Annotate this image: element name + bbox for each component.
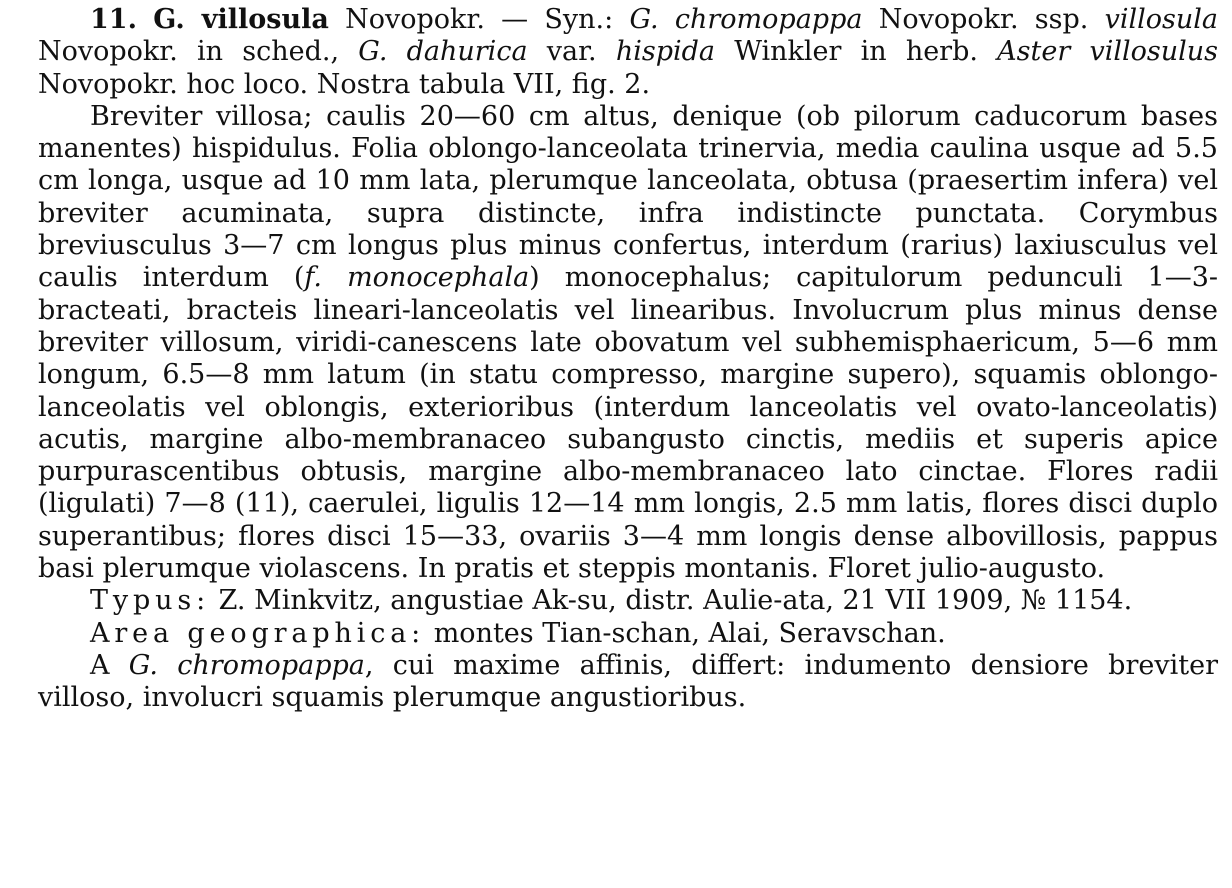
var-label: var. [527, 36, 616, 68]
synonym-3: Aster villosulus [997, 36, 1218, 68]
area-paragraph [38, 618, 1218, 650]
document-page [38, 4, 1218, 715]
species-header [38, 4, 1218, 101]
typus-label: Typus: [90, 585, 211, 617]
typus-text: Z. Minkvitz, angustiae Ak-su, distr. Aulie-ata, 21 VII 1909, № 1154. [210, 585, 1133, 617]
area-label: Area geographica: [90, 617, 426, 649]
synonym-2-variety: hispida [615, 36, 716, 68]
description-paragraph [38, 101, 1218, 585]
differt-species: G. chromopappa [128, 649, 365, 681]
author-text-4: Winkler in herb. [715, 36, 998, 68]
author-text-2: Novopokr. ssp. [862, 4, 1105, 35]
author-text-1: Novopokr. — Syn.: [328, 4, 630, 35]
differt-text: , cui maxime affinis, differt: indumento densiore breviter villoso, involucri squamis plerumque angustioribus. [38, 649, 1218, 714]
author-text-3: Novopokr. in sched., [38, 36, 359, 68]
synonym-2: G. dahurica [358, 36, 528, 68]
forma-name: f. monocephala [304, 262, 530, 294]
differt-prefix: A [90, 649, 129, 681]
typus-paragraph [38, 585, 1218, 617]
description-part-2: ) monocephalus; capitulorum pedunculi 1—3-bracteati, bracteis lineari-lanceolatis vel linearibus. Involucrum plus minus dense breviter villosum, viridi-canescens late obovatum vel subhemisphaericum, 5—6 mm longum, 6.5—8 mm latum (in statu compresso, margine supero), squamis oblongo-lanceolatis vel oblongis, exterioribus (interdum lanceolatis vel ovato-lanceolatis) acutis, margine albo-membranaceo subangusto cinctis, mediis et superis apice purpurascentibus obtusis, margine albo-membranaceo lato cinctae. Flores radii (ligulati) 7—8 (11), caerulei, ligulis 12—14 mm longis, 2.5 mm latis, flores disci duplo superantibus; flores disci 15—33, ovariis 3—4 mm longis dense albovillosis, pappus basi plerumque violascens. In pratis et steppis montanis. Floret julio-augusto. [38, 262, 1218, 585]
synonym-1-subspecies: villosula [1104, 4, 1218, 35]
species-name: G. villosula [153, 4, 329, 35]
area-text: montes Tian-schan, Alai, Seravschan. [425, 617, 946, 649]
species-number: 11. [90, 4, 137, 35]
description-part-1: Breviter villosa; caulis 20—60 cm altus, denique (ob pilorum caducorum bases manentes) hispidulus. Folia oblongo-lanceolata trinervia, media caulina usque ad 5.5 cm longa, usque ad 10 mm lata, plerumque lanceolata, obtusa (praesertim infera) vel breviter acuminata, supra distincte, infra indistincte punctata. Corymbus breviusculus 3—7 cm longus plus minus confertus, interdum (rarius) laxiusculus vel caulis interdum ( [38, 100, 1218, 294]
synonym-1: G. chromopappa [629, 4, 863, 35]
differt-paragraph [38, 650, 1218, 715]
author-text-5: Novopokr. hoc loco. Nostra tabula VII, fig. 2. [38, 68, 651, 100]
